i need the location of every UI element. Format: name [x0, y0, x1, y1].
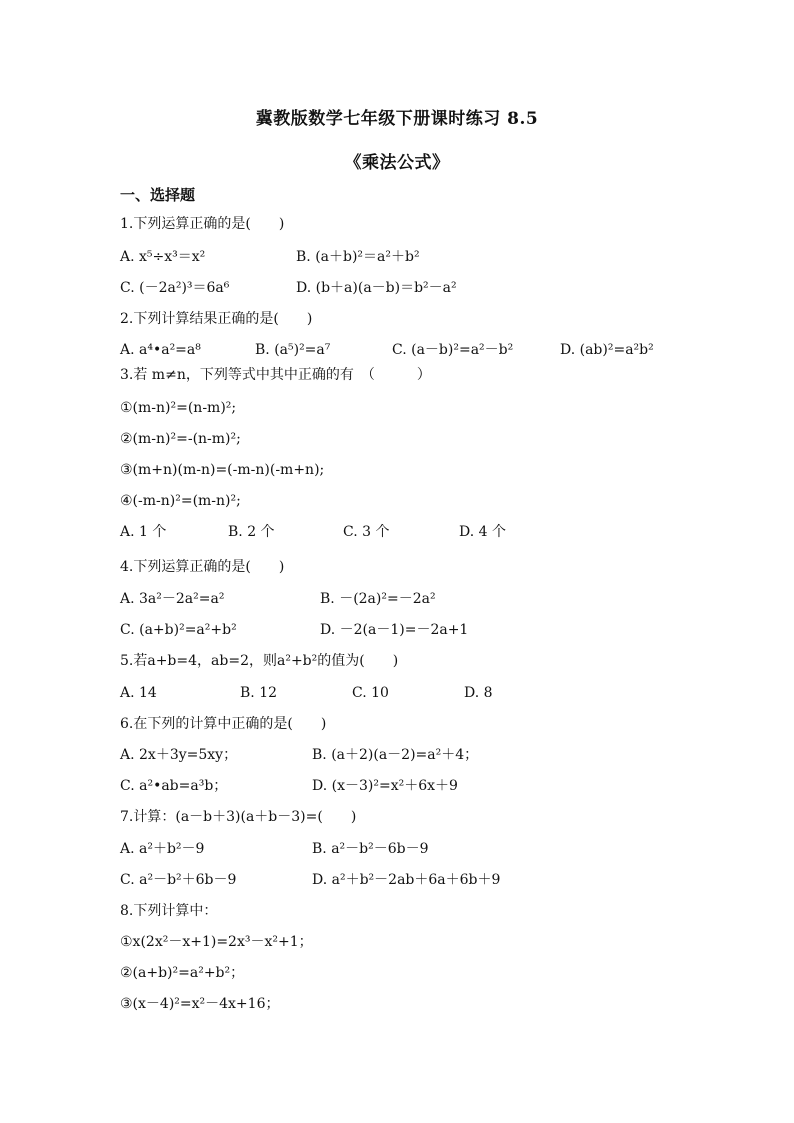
question-5-option-c: C. 10 — [352, 685, 389, 701]
question-7-option-d: D. a²＋b²－2ab＋6a＋6b＋9 — [312, 872, 501, 888]
question-6-stem: 6.在下列的计算中正确的是( ) — [120, 716, 327, 732]
question-8-stem: 8.下列计算中： — [120, 903, 218, 919]
question-7-stem: 7.计算：(a－b＋3)(a＋b－3)=( ) — [120, 809, 357, 825]
question-5-stem: 5.若a+b=4，ab=2，则a²+b²的值为( ) — [120, 653, 399, 669]
question-8-statement-3: ③(x－4)²=x²－4x+16； — [120, 996, 280, 1012]
question-4-option-c: C. (a+b)²=a²+b² — [120, 622, 237, 638]
section-heading: 一、选择题 — [120, 186, 196, 204]
question-5-option-d: D. 8 — [464, 685, 493, 701]
question-3-option-a: A. 1 个 — [120, 524, 167, 540]
question-1-option-a: A. x⁵÷x³＝x² — [120, 249, 206, 265]
question-1-option-c: C. (－2a²)³＝6a⁶ — [120, 280, 230, 296]
question-7-option-b: B. a²－b²－6b－9 — [312, 841, 429, 857]
question-7-option-a: A. a²＋b²－9 — [120, 841, 205, 857]
question-3-statement-4: ④(-m-n)²=(m-n)²; — [120, 493, 241, 509]
question-2-option-b: B. (a⁵)²=a⁷ — [255, 342, 331, 358]
question-6-option-c: C. a²•ab=a³b； — [120, 778, 228, 794]
question-8-statement-1: ①x(2x²－x+1)=2x³－x²+1； — [120, 934, 313, 950]
question-3-statement-1: ①(m-n)²=(n-m)²; — [120, 400, 237, 416]
question-3-statement-2: ②(m-n)²=-(n-m)²; — [120, 431, 241, 447]
question-3-statement-3: ③(m+n)(m-n)=(-m-n)(-m+n); — [120, 462, 325, 478]
question-4-option-a: A. 3a²－2a²=a² — [120, 591, 225, 607]
question-4-stem: 4.下列运算正确的是( ) — [120, 559, 285, 575]
question-3-option-d: D. 4 个 — [459, 524, 506, 540]
document-subtitle: 《乘法公式》 — [344, 153, 450, 173]
question-2-option-a: A. a⁴•a²=a⁸ — [120, 342, 201, 358]
question-4-option-b: B. －(2a)²=－2a² — [320, 591, 436, 607]
question-6-option-b: B. (a＋2)(a－2)=a²＋4； — [312, 747, 479, 763]
question-6-option-d: D. (x－3)²=x²＋6x＋9 — [312, 778, 458, 794]
question-1-option-b: B. (a＋b)²＝a²＋b² — [296, 249, 420, 265]
question-6-option-a: A. 2x＋3y=5xy； — [120, 747, 238, 763]
question-1-option-d: D. (b＋a)(a－b)＝b²－a² — [296, 280, 457, 296]
document-title: 冀教版数学七年级下册课时练习 8.5 — [255, 109, 539, 129]
question-5-option-b: B. 12 — [240, 685, 278, 701]
question-2-option-d: D. (ab)²=a²b² — [560, 342, 654, 358]
question-1-stem: 1.下列运算正确的是( ) — [120, 216, 285, 232]
question-3-stem: 3.若 m≠n，下列等式中其中正确的有 （ ） — [120, 367, 431, 383]
question-3-option-b: B. 2 个 — [228, 524, 275, 540]
question-7-option-c: C. a²－b²＋6b－9 — [120, 872, 237, 888]
question-4-option-d: D. －2(a－1)=－2a+1 — [320, 622, 469, 638]
question-5-option-a: A. 14 — [120, 685, 157, 701]
question-2-option-c: C. (a－b)²=a²－b² — [392, 342, 514, 358]
question-2-stem: 2.下列计算结果正确的是( ) — [120, 311, 313, 327]
question-3-option-c: C. 3 个 — [343, 524, 390, 540]
question-8-statement-2: ②(a+b)²=a²+b²； — [120, 965, 245, 981]
